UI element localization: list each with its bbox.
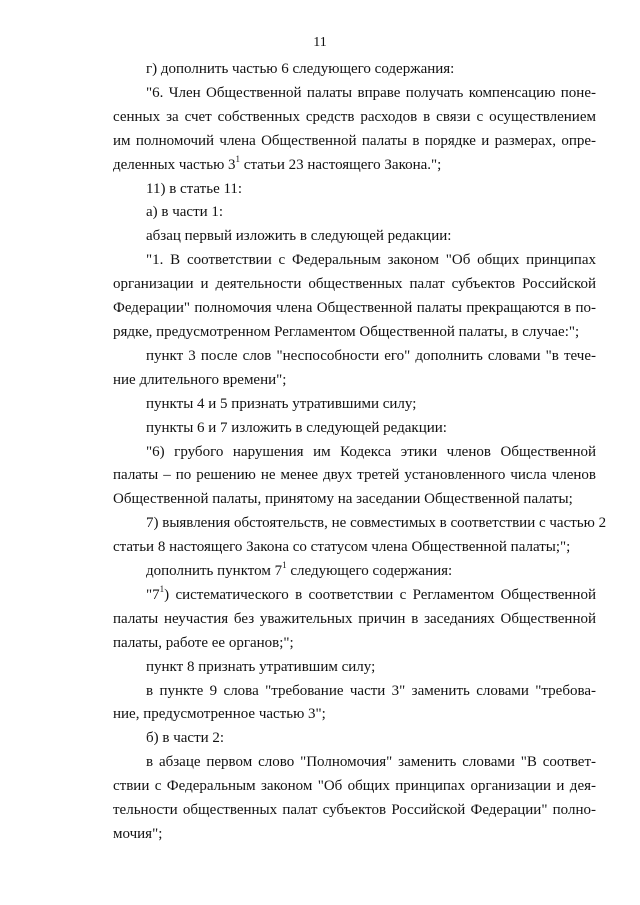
text-fragment: "7 (146, 586, 160, 603)
text-fragment: ) систематического в соответствии с Регламентом Общественной (164, 586, 596, 603)
text-line: пункты 4 и 5 признать утратившими силу; (146, 395, 417, 412)
text-line: а) в части 1: (146, 204, 224, 221)
text-line: палаты – по решению не менее двух третей установленного числа членов (113, 467, 596, 484)
text-line (113, 584, 596, 608)
text-line: 11) в статье 11: (146, 180, 243, 197)
paragraph (113, 201, 596, 225)
text-line: ствии с Федеральным законом "Об общих принципах организации и дея- (113, 778, 596, 795)
paragraph (113, 82, 596, 178)
text-line: статьи 8 настоящего Закона со статусом члена Общественной палаты;"; (113, 539, 571, 556)
text-line: г) дополнить частью 6 следующего содержания: (146, 61, 455, 77)
paragraph (113, 417, 596, 441)
text-line: рядке, предусмотренном Регламентом Общественной палаты, в случае:"; (113, 323, 580, 340)
text-line: ние длительного времени"; (113, 371, 287, 388)
paragraph (113, 178, 596, 202)
text-line: б) в части 2: (146, 730, 225, 747)
text-line: 7) выявления обстоятельств, не совместимых в соответствии с частью 2 (146, 515, 607, 532)
paragraph (113, 441, 596, 513)
text-line: палаты, работе ее органов;"; (113, 634, 294, 651)
text-line: пункт 8 признать утратившим силу; (146, 658, 376, 675)
page-number: 11 (313, 35, 327, 50)
text-line: им полномочий члена Общественной палаты в порядке и размерах, опре- (113, 132, 596, 149)
text-line: пункт 3 после слов "неспособности его" дополнить словами "в тече- (146, 347, 596, 364)
text-line: мочия"; (113, 826, 163, 842)
text-line: "6. Член Общественной палаты вправе получать компенсацию поне- (146, 84, 596, 101)
text-line: в абзаце первом слово "Полномочия" заменить словами "В соответ- (146, 754, 596, 771)
text-line: тельности общественных палат субъектов Российской Федерации" полно- (113, 802, 596, 819)
text-line: Общественной палаты, принятому на заседании Общественной палаты; (113, 491, 573, 508)
paragraph (113, 656, 596, 680)
text-line: в пункте 9 слова "требование части 3" заменить словами "требова- (146, 682, 596, 699)
text-line: сенных за счет собственных средств расходов в связи с осуществлением (113, 108, 596, 125)
text-line: "6) грубого нарушения им Кодекса этики членов Общественной (146, 443, 596, 460)
text-fragment: дополнить пунктом 7 (146, 563, 283, 580)
text-fragment: следующего содержания: (286, 563, 453, 580)
paragraph (113, 584, 596, 656)
superscript: 1 (282, 560, 287, 571)
paragraph (113, 560, 596, 584)
superscript: 1 (235, 153, 241, 164)
paragraph (113, 751, 596, 847)
text-fragment: деленных частью 3 (113, 156, 236, 173)
text-line: Федерации" полномочия члена Общественной палаты прекращаются в по- (113, 300, 596, 317)
document-body (113, 58, 607, 847)
paragraph (113, 727, 596, 751)
text-line: организации и деятельности общественных палат субъектов Российской (113, 276, 596, 293)
text-line: пункты 6 и 7 изложить в следующей редакции: (146, 419, 447, 436)
text-line: "1. В соответствии с Федеральным законом "Об общих принципах (146, 252, 596, 269)
text-line (113, 154, 596, 178)
text-line: абзац первый изложить в следующей редакции: (146, 228, 452, 245)
paragraph (113, 393, 596, 417)
text-line: палаты неучастия без уважительных причин в заседаниях Общественной (113, 610, 596, 627)
paragraph (113, 58, 596, 82)
paragraph (113, 345, 596, 393)
text-line (113, 560, 596, 584)
text-line: ние, предусмотренное частью 3"; (113, 706, 326, 723)
paragraph (113, 225, 596, 249)
paragraph (113, 249, 596, 345)
superscript: 1 (159, 583, 165, 594)
paragraph (113, 680, 596, 728)
paragraph (113, 512, 607, 560)
text-fragment: статьи 23 настоящего Закона."; (240, 156, 442, 173)
